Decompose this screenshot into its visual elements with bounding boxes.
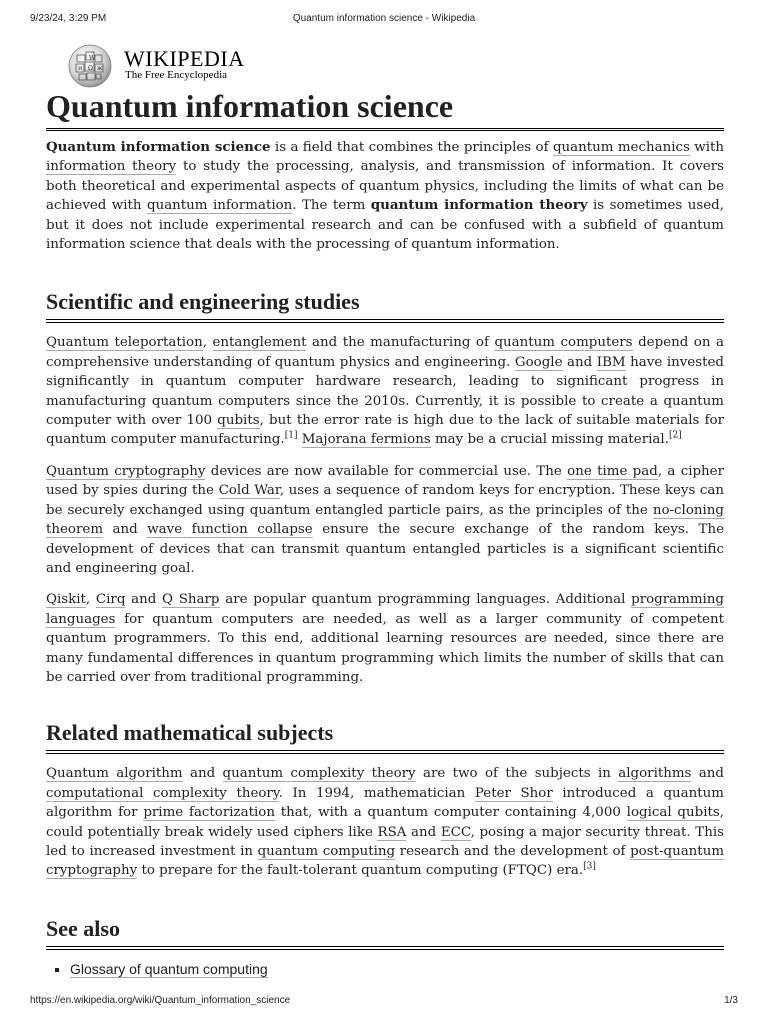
text-run: that, with a quantum computer containing 4,000 — [274, 805, 627, 821]
article-content — [46, 84, 724, 978]
text-run: to prepare for the fault-tolerant quantum computing (FTQC) era. — [137, 863, 584, 879]
bold-term: Quantum information science — [46, 139, 271, 155]
svg-text:W: W — [89, 55, 96, 62]
article-link[interactable]: entanglement — [212, 335, 307, 351]
article-link[interactable]: prime factorization — [143, 805, 275, 821]
text-run: , posing a major security threat. This led to increased investment in — [46, 824, 724, 859]
text-run: is a field that combines the principles of — [270, 140, 553, 155]
text-run: , a cipher used by spies during the — [46, 463, 725, 499]
text-run: may be a crucial missing material. — [430, 432, 669, 448]
wikipedia-wordmark: WIKIPEDIA — [124, 46, 245, 71]
article-link[interactable]: ECC — [440, 824, 471, 840]
section-heading-mathematical: Related mathematical subjects — [46, 719, 724, 754]
svg-text:Ω: Ω — [88, 65, 93, 72]
text-run: depend on a comprehensive understanding of quantum physics and engineering. — [46, 335, 725, 370]
wikipedia-tagline: The Free Encyclopedia — [125, 69, 228, 81]
text-run: , — [85, 592, 96, 608]
article-link[interactable]: qubits — [217, 413, 260, 429]
list-item — [70, 960, 724, 978]
print-page-title: Quantum information science - Wikipedia — [292, 13, 476, 24]
text-run: and — [182, 766, 223, 782]
paragraph-cryptography — [46, 462, 724, 578]
paragraph-programming — [46, 590, 724, 687]
see-also-list — [46, 960, 724, 978]
article-link[interactable]: quantum information — [147, 198, 293, 214]
text-run: and — [691, 766, 725, 782]
article-link[interactable]: Quantum teleportation — [46, 335, 203, 351]
text-run: ensure the secure exchange of the random keys. The development of devices that can transmit quantum entangled particles is a significant scientific and engineering goal. — [46, 522, 725, 576]
text-run: for quantum computers are needed, as well as a larger community of competent quantum programmers. To this end, additional learning resources are needed, since there are many fundamental differences in quantum programming which limits the number of skills that can be carried over from traditional programming. — [46, 611, 724, 685]
print-url: https://en.wikipedia.org/wiki/Quantum_information_science — [30, 995, 291, 1006]
reference-link[interactable]: [3] — [583, 861, 596, 872]
print-footer — [30, 995, 738, 1009]
article-link[interactable]: quantum computing — [257, 843, 396, 859]
article-link[interactable]: computational complexity theory — [46, 785, 279, 801]
article-link[interactable]: logical qubits — [626, 805, 720, 821]
text-run: is sometimes used, but it does not include experimental research and can be confused with a subfield of quantum information science that deals with the processing of quantum information. — [46, 198, 724, 253]
text-run: have invested significantly in quantum computer hardware research, leading to significant progress in manufacturing quantum computers since the 2010s. Currently, it is possible to create a quantum computer with over 100 — [46, 354, 724, 429]
article-link[interactable]: Cold War — [218, 483, 280, 499]
text-run: are two of the subjects in — [415, 766, 619, 782]
text-run: , but the error rate is high due to the lack of suitable materials for quantum computer manufacturing. — [46, 413, 724, 448]
article-link[interactable]: Cirq — [95, 592, 126, 608]
text-run: , — [202, 335, 213, 351]
article-link[interactable]: Majorana fermions — [301, 432, 431, 448]
print-datetime: 9/23/24, 3:29 PM — [30, 13, 107, 24]
print-header — [30, 13, 738, 27]
bold-term: quantum information theory — [370, 197, 588, 214]
article-link[interactable]: RSA — [377, 824, 407, 840]
print-page-number: 1/3 — [724, 995, 738, 1006]
text-run: . In 1994, mathematician — [278, 785, 475, 801]
article-link[interactable]: Peter Shor — [474, 785, 553, 801]
text-run: research and the development of — [395, 843, 631, 859]
page-title: Quantum information science — [46, 86, 724, 131]
section-heading-scientific-engineering: Scientific and engineering studies — [46, 288, 724, 323]
article-link[interactable]: quantum complexity theory — [222, 766, 416, 782]
text-run: and — [562, 354, 597, 370]
section-heading-see-also: See also — [46, 915, 724, 950]
article-link[interactable]: Google — [514, 354, 563, 370]
text-run: and — [103, 522, 148, 538]
glossary-link[interactable]: Glossary of quantum computing — [70, 960, 268, 977]
article-link[interactable]: quantum mechanics — [552, 140, 690, 155]
paragraph-teleportation — [46, 333, 724, 449]
article-link[interactable]: one time pad — [567, 463, 658, 479]
text-run: , could potentially break widely used ciphers like — [46, 805, 725, 840]
article-link[interactable]: Quantum algorithm — [46, 766, 183, 782]
text-run: devices are now available for commercial use. The — [205, 463, 568, 479]
text-run: to study the processing, analysis, and transmission of information. It covers both theoretical and experimental aspects of quantum physics, including the limits of what can be achieved with — [46, 159, 724, 214]
article-link[interactable]: no-cloning theorem — [46, 502, 724, 538]
svg-text:И: И — [78, 66, 83, 72]
reference-link[interactable]: [1] — [284, 431, 298, 441]
article-link[interactable]: post-quantum cryptography — [46, 843, 725, 879]
paragraph-algorithms — [46, 764, 724, 880]
article-link[interactable]: quantum computers — [494, 335, 633, 351]
text-run: are popular quantum programming languages. Additional — [219, 592, 632, 608]
text-run: with — [689, 140, 724, 155]
text-run: introduced a quantum algorithm for — [46, 785, 724, 821]
article-link[interactable]: algorithms — [618, 766, 692, 782]
text-run: and — [125, 592, 163, 608]
article-link[interactable]: wave function collapse — [147, 522, 313, 538]
article-link[interactable]: Q Sharp — [162, 592, 220, 608]
wikipedia-globe-icon — [64, 43, 116, 89]
reference-link[interactable]: [2] — [668, 431, 682, 441]
text-run: , uses a sequence of random keys for encryption. These keys can be securely exchanged using quantum entangled particle pairs, as the principles of the — [46, 483, 724, 518]
article-link[interactable]: Qiskit — [46, 592, 86, 608]
text-run: . The term — [292, 198, 371, 214]
intro-paragraph — [46, 138, 724, 254]
svg-text:Ж: Ж — [97, 66, 103, 72]
article-link[interactable]: programming languages — [46, 592, 724, 627]
text-run: and the manufacturing of — [306, 335, 495, 351]
article-link[interactable]: information theory — [46, 159, 177, 175]
article-link[interactable]: Quantum cryptography — [46, 463, 206, 479]
article-link[interactable]: IBM — [596, 354, 626, 370]
text-run: and — [406, 824, 441, 840]
